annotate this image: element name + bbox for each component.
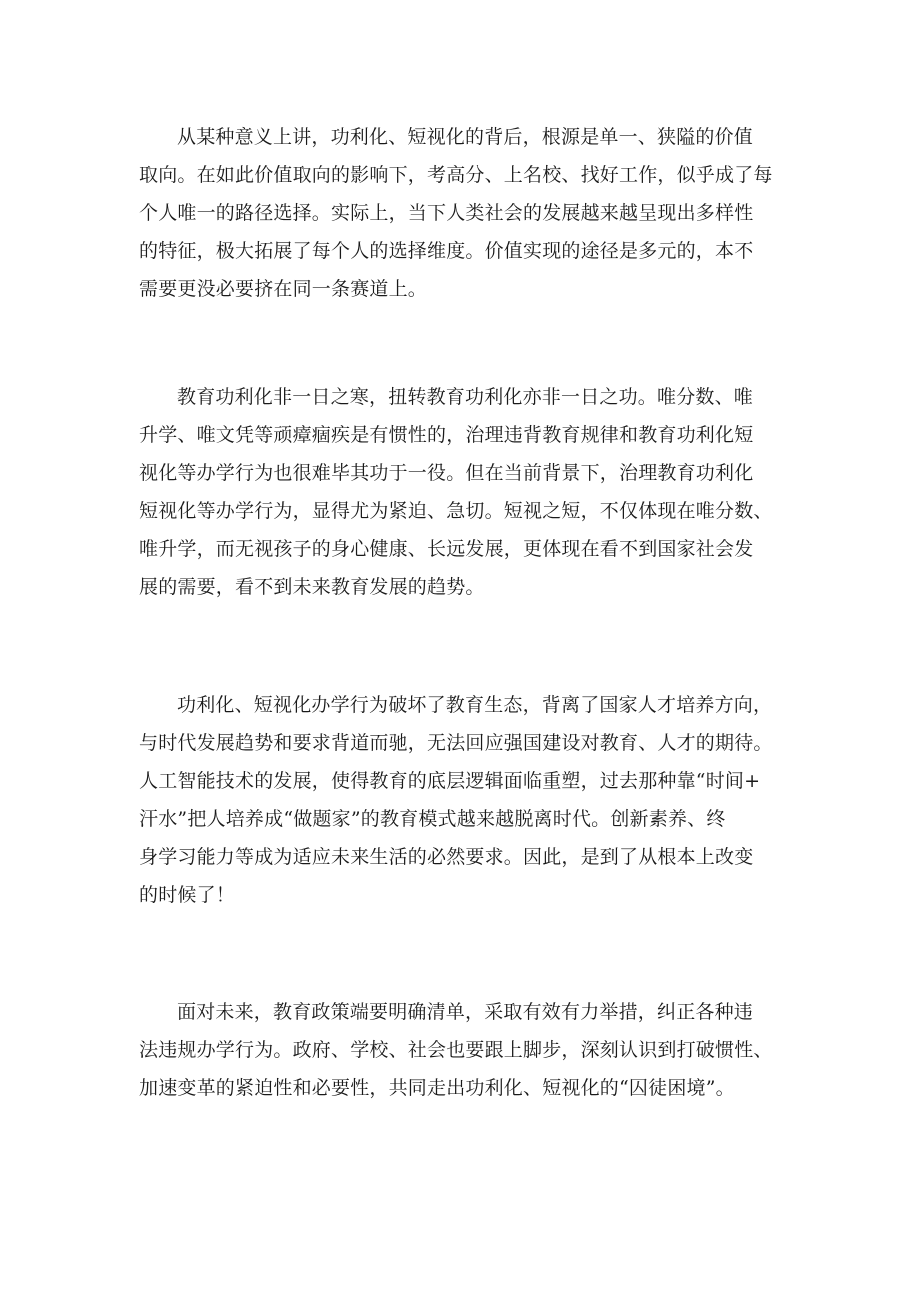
text-line: 视化等办学行为也很难毕其功于一役。但在当前背景下，治理教育功利化 [139, 462, 754, 484]
paragraph-1 [139, 118, 799, 308]
text-line: 唯升学，而无视孩子的身心健康、长远发展，更体现在看不到国家社会发 [139, 538, 754, 560]
text-line: 展的需要，看不到未来教育发展的趋势。 [139, 576, 485, 598]
text-line: 的时候了！ [139, 884, 236, 906]
paragraph-4 [139, 993, 799, 1107]
paragraph-2 [139, 378, 799, 606]
paragraph-3 [139, 686, 799, 914]
text-line: 取向。在如此价值取向的影响下，考高分、上名校、找好工作，似乎成了每 [139, 164, 773, 186]
text-line: 人工智能技术的发展，使得教育的底层逻辑面临重塑，过去那种靠“时间+ [139, 770, 761, 792]
text-line: 个人唯一的路径选择。实际上，当下人类社会的发展越来越呈现出多样性 [139, 202, 754, 224]
text-line: 面对未来，教育政策端要明确清单，采取有效有力举措，纠正各种违 [177, 1001, 754, 1023]
text-line: 短视化等办学行为，显得尤为紧迫、急切。短视之短，不仅体现在唯分数、 [139, 500, 773, 522]
text-line: 身学习能力等成为适应未来生活的必然要求。因此，是到了从根本上改变 [139, 846, 754, 868]
text-line: 与时代发展趋势和要求背道而驰，无法回应强国建设对教育、人才的期待。 [139, 732, 773, 754]
text-line: 汗水”把人培养成“做题家”的教育模式越来越脱离时代。创新素养、终 [139, 808, 726, 830]
text-line: 教育功利化非一日之寒，扭转教育功利化亦非一日之功。唯分数、唯 [177, 386, 754, 408]
text-line: 的特征，极大拓展了每个人的选择维度。价值实现的途径是多元的，本不 [139, 240, 754, 262]
text-line: 加速变革的紧迫性和必要性，共同走出功利化、短视化的“囚徒困境”。 [139, 1077, 735, 1099]
text-line: 功利化、短视化办学行为破坏了教育生态，背离了国家人才培养方向， [177, 694, 773, 716]
text-line: 从某种意义上讲，功利化、短视化的背后，根源是单一、狭隘的价值 [177, 126, 754, 148]
text-line: 法违规办学行为。政府、学校、社会也要跟上脚步，深刻认识到打破惯性、 [139, 1039, 773, 1061]
text-line: 升学、唯文凭等顽瘴痼疾是有惯性的，治理违背教育规律和教育功利化短 [139, 424, 754, 446]
text-line: 需要更没必要挤在同一条赛道上。 [139, 278, 428, 300]
